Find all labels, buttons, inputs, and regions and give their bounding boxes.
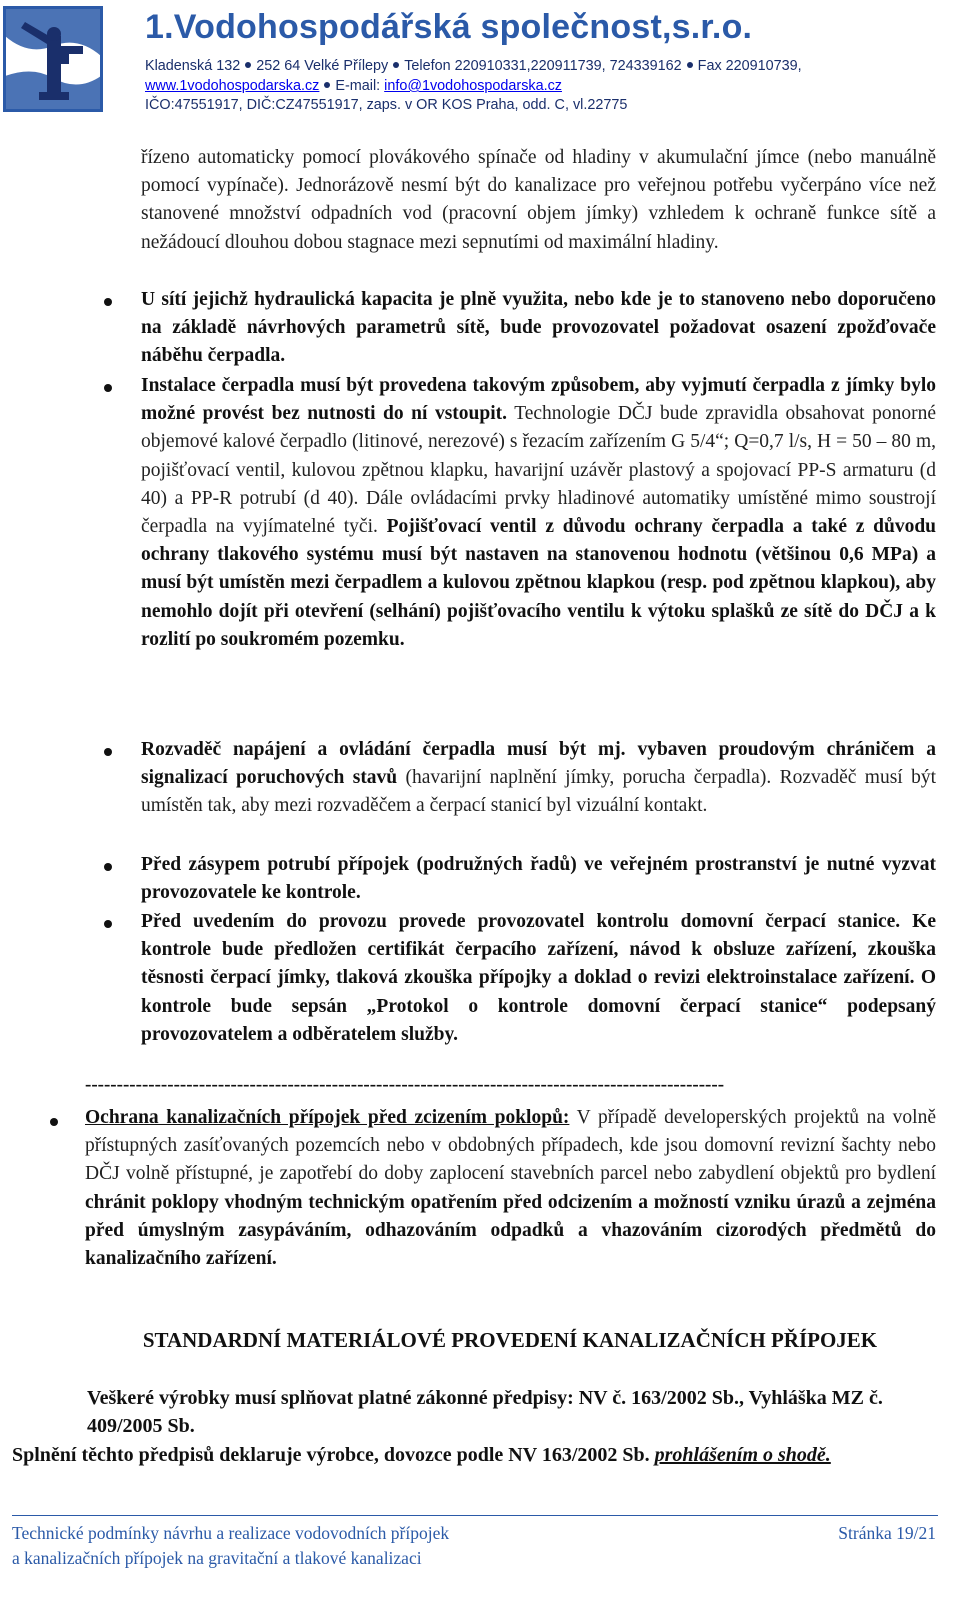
paragraph-continued: řízeno automaticky pomocí plovákového spínače od hladiny v akumulační jímce (nebo manuálně pomocí vypínače). Jednorázově nesmí být do kanalizace pro veřejnou potřebu vyčerpáno více než stanovené množství odpadních vod (pracovní objem jímky) vzhledem k ochraně funkce sítě a nežádoucí dlouhou dobou stagnace mezi sepnutími od maximální hladiny. xyxy=(141,147,936,253)
declaration-link[interactable]: prohlášením o shodě. xyxy=(654,1443,831,1466)
list-item-bold: Instalace čerpadla musí být provedena takovým způsobem, aby vyjmutí čerpadla z jímky bylo možné provést bez nutnosti do ní vstoupit. xyxy=(141,375,936,425)
list-item-text: Před uvedením do provozu provede provozovatel kontrolu domovní čerpací stanice. Ke kontrole bude předložen certifikát čerpacího zařízení, návod k obsluze zařízení, zkouška těsnosti čerpací jímky, tlaková zkouška přípojky a doklad o revizi elektroinstalace zařízení. O kontrole bude sepsán „Protokol o kontrole domovní čerpací stanice“ podepsaný provozovatelem a odběratelem služby. xyxy=(141,911,936,1045)
list-item-text: (havarijní naplnění jímky, porucha čerpadla). Rozvaděč musí být umístěn tak, aby mezi rozvaděčem a čerpací stanicí byl vizuální kontakt. xyxy=(141,767,936,817)
bullet-icon xyxy=(50,1118,58,1126)
bullet-dot-icon xyxy=(245,62,251,68)
regulations-line: Veškeré výrobky musí splňovat platné zákonné předpisy: NV č. 163/2002 Sb., Vyhláška MZ č. 409/2005 Sb. xyxy=(87,1387,883,1438)
declaration-line xyxy=(12,1441,936,1469)
list-item-text: Technologie DČJ bude zpravidla obsahovat ponorné objemové kalové čerpadlo (litinové, nerezové) s řezacím zařízením G 5/4“; Q=0,7 l/s, H = 50 – 80 m, pojišťovací ventil, kulovou zpětnou klapku, havarijní uzávěr plastový a spojovací PP-S armaturu (d 40) a PP-R potrubí (d 40). Dále ovládacími prvky hladinové automatiky umístěné mimo soustrojí čerpadla na vyjímatelné tyči. xyxy=(141,403,937,538)
list-item xyxy=(141,908,936,1049)
list-item-bold: Pojišťovací ventil z důvodu ochrany čerpadla a také z důvodu ochrany tlakového systému musí být nastaven na stanovenou hodnotu (většinou 0,6 MPa) a musí být umístěn mezi čerpadlem a kulovou zpětnou klapkou (resp. pod zpětnou klapkou), aby nemohlo dojít při otevření (selhání) pojišťovacího ventilu k výtoku splašků ze sítě do DČJ a k rozlití po soukromém pozemku. xyxy=(141,516,937,650)
phone-numbers: Telefon 220910331,220911739, 724339162 xyxy=(404,58,682,74)
list-item-text: Před zásypem potrubí přípojek (podružných řadů) ve veřejném prostranství je nutné vyzvat provozovatele ke kontrole. xyxy=(141,854,936,904)
bullet-icon xyxy=(104,384,112,392)
water-pump-logo-icon xyxy=(3,6,103,112)
letterhead xyxy=(0,0,960,118)
footer-title-line: a kanalizačních přípojek na gravitační a tlakové kanalizaci xyxy=(12,1548,422,1568)
bullet-dot-icon xyxy=(324,82,330,88)
list-item-text: U sítí jejichž hydraulická kapacita je plně využita, nebo kde je to stanoveno nebo doporučeno na základě návrhových parametrů sítě, bude provozovatel požadovat osazení zpožďovače náběhu čerpadla. xyxy=(141,289,936,367)
bullet-icon xyxy=(104,748,112,756)
contact-line xyxy=(145,78,562,94)
list-item xyxy=(141,736,936,821)
dashed-separator: ----------------------------------------------------------------------------------------------------- xyxy=(85,1074,725,1095)
bullet-icon xyxy=(104,863,112,871)
footer-divider xyxy=(12,1515,938,1516)
bullet-dot-icon xyxy=(393,62,399,68)
registration-line: IČO:47551917, DIČ:CZ47551917, zaps. v OR KOS Praha, odd. C, vl.22775 xyxy=(145,97,628,113)
section-heading: Ochrana kanalizačních přípojek před zcizením poklopů: xyxy=(85,1107,570,1128)
list-item xyxy=(141,286,936,371)
bullet-icon xyxy=(104,920,112,928)
list-item xyxy=(141,851,936,907)
email-label: E-mail: xyxy=(335,78,381,94)
list-item-bold: chránit poklopy vhodným technickým opatřením před odcizením a možností vzniku úrazů a zejména před úmyslným zasypáváním, odhazováním odpadků a vhazováním cizorodých předmětů do kanalizačního zařízení. xyxy=(85,1191,936,1270)
email-link[interactable]: info@1vodohospodarska.cz xyxy=(384,78,562,94)
bullet-dot-icon xyxy=(687,62,693,68)
website-link[interactable]: www.1vodohospodarska.cz xyxy=(145,78,320,94)
street-address: Kladenská 132 xyxy=(145,58,241,74)
list-item-bold: Rozvaděč napájení a ovládání čerpadla musí být mj. vybaven proudovým chráničem a signalizací poruchových stavů xyxy=(141,739,936,789)
declaration-text: Splnění těchto předpisů deklaruje výrobce, dovozce podle NV 163/2002 Sb. xyxy=(12,1443,655,1466)
city: 252 64 Velké Přílepy xyxy=(256,58,389,74)
company-name: 1.Vodohospodářská společnost,s.r.o. xyxy=(145,8,753,46)
address-line xyxy=(145,58,802,74)
page-number: Stránka 19/21 xyxy=(838,1523,936,1543)
footer-document-title xyxy=(12,1521,449,1571)
list-item xyxy=(141,372,936,654)
section-title: STANDARDNÍ MATERIÁLOVÉ PROVEDENÍ KANALIZAČNÍCH PŘÍPOJEK xyxy=(142,1328,878,1352)
footer-title-line: Technické podmínky návrhu a realizace vodovodních přípojek xyxy=(12,1523,450,1543)
bullet-icon xyxy=(104,298,112,306)
fax-number: Fax 220910739, xyxy=(697,58,802,74)
standard-body xyxy=(12,1384,936,1469)
list-item xyxy=(85,1104,936,1273)
list-item-text: V případě developerských projektů na volně přístupných zasíťovaných pozemcích nebo v obdobných případech, kde jsou domovní revizní šachty nebo DČJ volně přístupné, je zapotřebí do doby zaplocení stavebních parcel nebo zabydlení objektů pro bydlení xyxy=(85,1107,936,1185)
